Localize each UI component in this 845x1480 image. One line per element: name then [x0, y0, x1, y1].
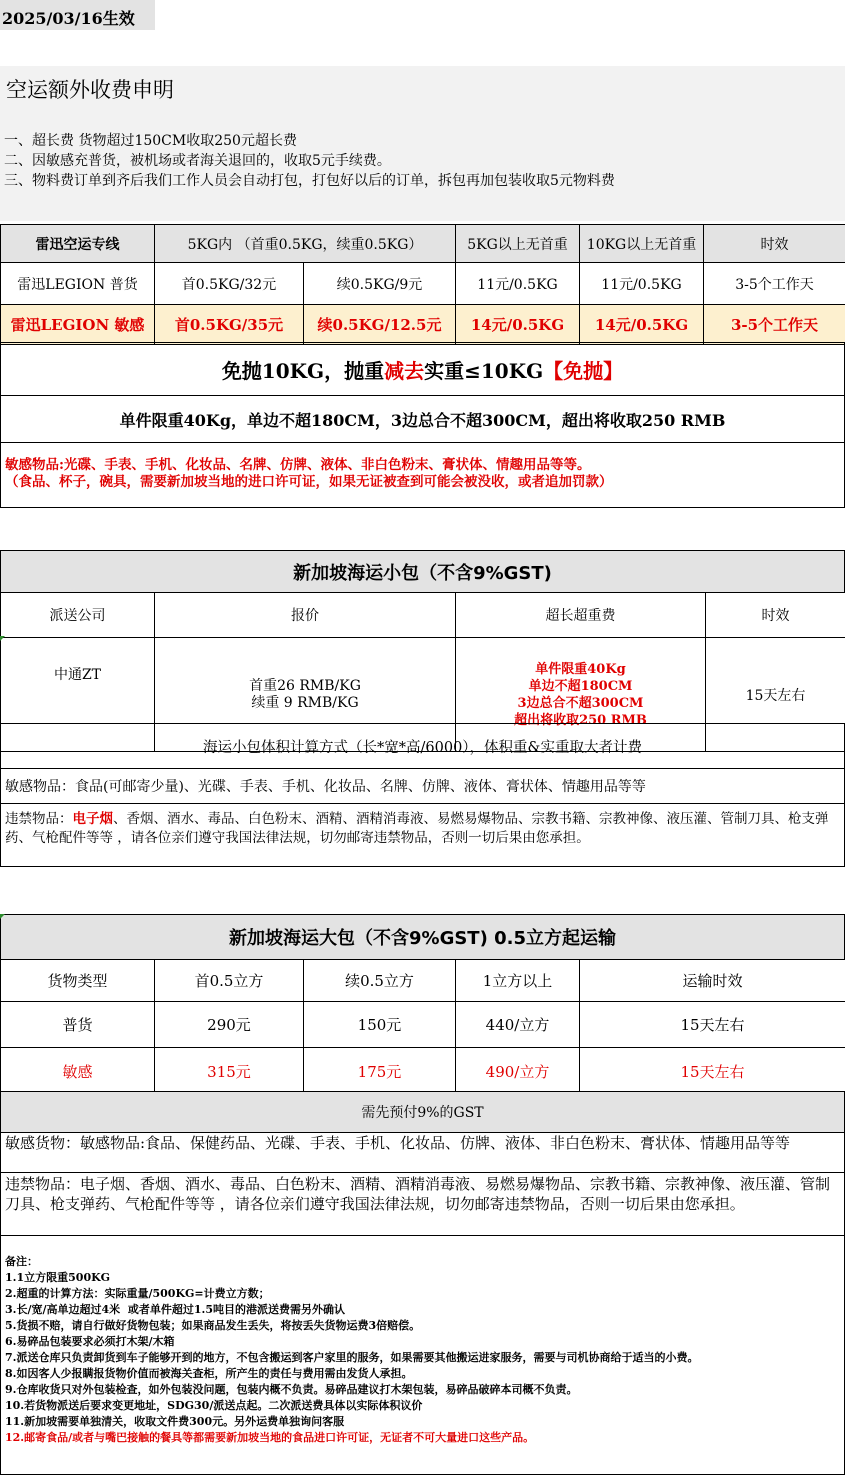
remark-line: 7.派送仓库只负责卸货到车子能够开到的地方，不包含搬运到客户家里的服务，如果需要其他搬运进家服务，需要与司机协商给于适当的小费。 — [5, 1351, 699, 1364]
sea-big-col-header: 首0.5立方 — [155, 960, 304, 1002]
volume-formula: 海运小包体积计算方式（长*宽*高/6000），体积重&实重取大者计费 — [0, 723, 845, 769]
sea-small-sensitive: 敏感物品：食品(可邮寄少量)、光碟、手表、手机、化妆品、名牌、仿牌、液体、膏状体、情趣用品等等 — [0, 768, 845, 804]
time-cell: 15天左右 — [706, 638, 845, 752]
oversize-line: 单边不超180CM — [528, 678, 633, 694]
company-cell: 中通ZT — [1, 638, 155, 752]
remark-line: 8.如因客人少报瞒报货物价值而被海关查柜，所产生的责任与费用需由发货人承担。 — [5, 1367, 413, 1380]
air-fee-line: 一、超长费 货物超过150CM收取250元超长费 — [4, 133, 297, 149]
sea-small-col-header: 超长超重费 — [456, 593, 706, 638]
table-row — [1, 593, 845, 638]
sea-big-col-header: 续0.5立方 — [304, 960, 456, 1002]
sea-big-cell: 175元 — [304, 1048, 456, 1095]
prohibited-text: 、香烟、酒水、毒品、白色粉末、酒精、酒精消毒液、易燃易爆物品、宗教书籍、宗教神像、液压灌、管制刀具、枪支弹药、气枪配件等等 ，请各位亲们遵守我国法律法规，切勿邮寄违禁物品，否则一切后果由您承担。 — [5, 811, 829, 846]
prohibited-highlight: 电子烟 — [72, 811, 113, 827]
sensitive-line: 敏感物品:光碟、手表、手机、化妆品、名牌、仿牌、液体、非白色粉末、膏状体、情趣用品等等。 — [5, 457, 591, 473]
sea-big-cell: 15天左右 — [580, 1002, 845, 1048]
remarks-panel — [0, 1235, 845, 1475]
remark-line: 10.若货物派送后要求变更地址，SDG30/派送点起。二次派送费具体以实际体积议价 — [5, 1399, 423, 1412]
volume-free-text: 减去 — [384, 358, 425, 383]
gst-note: 需先预付9%的GST — [0, 1091, 845, 1133]
sea-big-cell: 315元 — [155, 1048, 304, 1095]
remark-line: 11.新加坡需要单独清关，收取文件费300元。另外运费单独询问客服 — [5, 1415, 345, 1428]
sea-big-col-header: 运输时效 — [580, 960, 845, 1002]
price-line: 续重 9 RMB/KG — [251, 694, 359, 711]
effective-date: 2025/03/16生效 — [0, 0, 155, 30]
sea-big-cell: 15天左右 — [580, 1048, 845, 1095]
weight-limit-rule: 单件限重40Kg，单边不超180CM，3边总合不超300CM，超出将收取250 RMB — [0, 395, 845, 443]
volume-free-text: 免抛10KG，抛重 — [221, 358, 385, 383]
remark-line: 5.货损不赔，请自行做好货物包装；如果商品发生丢失，将按丢失货物运费3倍赔偿。 — [5, 1319, 421, 1332]
air-fee-line: 三、物料费订单到齐后我们工作人员会自动打包，打包好以后的订单，拆包再加包装收取5元物料费 — [4, 173, 615, 189]
table-row — [1, 1048, 845, 1095]
sea-big-col-header: 1立方以上 — [456, 960, 580, 1002]
air-sensitive-note — [0, 442, 845, 508]
table-row — [1, 1002, 845, 1048]
air-cell: 14元/0.5KG — [456, 305, 580, 345]
remark-line: 6.易碎品包装要求必须打木架/木箱 — [5, 1335, 175, 1348]
comment-marker-icon — [0, 636, 5, 641]
sea-big-table — [0, 959, 845, 1095]
sensitive-line: （食品、杯子，碗具，需要新加坡当地的进口许可证，如果无证被查到可能会被没收，或者追加罚款） — [5, 474, 613, 490]
air-cell: 续0.5KG/12.5元 — [304, 305, 456, 345]
table-row — [1, 305, 845, 345]
oversize-line: 单件限重40Kg — [535, 661, 626, 677]
volume-free-text: 【免抛】 — [543, 358, 624, 383]
sea-big-cell: 敏感 — [1, 1048, 155, 1095]
sea-small-col-header: 派送公司 — [1, 593, 155, 638]
sea-big-title: 新加坡海运大包（不含9%GST) 0.5立方起运输 — [0, 914, 845, 960]
prohibited-prefix: 违禁物品： — [5, 811, 73, 827]
air-fee-line: 二、因敏感充普货，被机场或者海关退回的，收取5元手续费。 — [4, 153, 391, 169]
sea-big-cell: 440/立方 — [456, 1002, 580, 1048]
oversize-line: 3边总合不超300CM — [517, 695, 644, 711]
oversize-line: 超出将收取250 RMB — [514, 712, 647, 728]
comment-marker-icon — [0, 914, 5, 919]
air-col-header: 5KG以上无首重 — [456, 225, 580, 263]
sea-big-cell: 490/立方 — [456, 1048, 580, 1095]
air-cell: 11元/0.5KG — [580, 263, 704, 305]
volume-free-text: 实重≤10KG — [424, 358, 544, 383]
air-cell: 11元/0.5KG — [456, 263, 580, 305]
remark-line-highlight: 12.邮寄食品/或者与嘴巴接触的餐具等都需要新加坡当地的食品进口许可证，无证者不可大量进口这些产品。 — [5, 1431, 535, 1444]
air-fee-lines — [4, 131, 615, 191]
sea-big-col-header: 货物类型 — [1, 960, 155, 1002]
air-cell: 首0.5KG/35元 — [155, 305, 304, 345]
air-cell: 续0.5KG/9元 — [304, 263, 456, 305]
air-title: 空运额外收费申明 — [6, 78, 174, 102]
air-cell: 3-5个工作天 — [704, 305, 845, 345]
air-cell: 14元/0.5KG — [580, 305, 704, 345]
sea-big-cell: 普货 — [1, 1002, 155, 1048]
air-cell: 雷迅LEGION 敏感 — [1, 305, 155, 345]
table-row — [1, 225, 845, 263]
air-col-header: 雷迅空运专线 — [1, 225, 155, 263]
air-cell: 雷迅LEGION 普货 — [1, 263, 155, 305]
sea-small-title: 新加坡海运小包（不含9%GST) — [0, 550, 845, 593]
sea-big-prohibited: 违禁物品：电子烟、香烟、酒水、毒品、白色粉末、酒精、酒精消毒液、易燃易爆物品、宗教书籍、宗教神像、液压灌、管制刀具、枪支弹药、气枪配件等等 ，请各位亲们遵守我国法律法规，切勿邮寄违禁物品，否则一切后果由您承担。 — [0, 1172, 845, 1236]
remarks-title: 备注： — [5, 1255, 38, 1268]
remark-line: 9.仓库收货只对外包装检查，如外包装没问题，包装内概不负责。易碎品建议打木架包装，易碎品破碎本司概不负责。 — [5, 1383, 578, 1396]
air-col-header: 5KG内 （首重0.5KG，续重0.5KG） — [155, 225, 456, 263]
table-row — [1, 263, 845, 305]
volume-free-rule — [0, 342, 845, 396]
remark-line: 3.长/宽/高单边超过4米 或者单件超过1.5吨目的港派送费需另外确认 — [5, 1303, 345, 1316]
air-col-header: 时效 — [704, 225, 845, 263]
air-price-table — [0, 224, 845, 345]
remark-line: 2.超重的计算方法：实际重量/500KG=计费立方数； — [5, 1287, 270, 1300]
sea-small-col-header: 报价 — [155, 593, 456, 638]
remark-line: 1.1立方限重500KG — [5, 1271, 111, 1284]
sea-big-sensitive: 敏感货物：敏感物品:食品、保健药品、光碟、手表、手机、化妆品、仿牌、液体、非白色粉末、膏状体、情趣用品等等 — [0, 1132, 845, 1173]
air-cell: 首0.5KG/32元 — [155, 263, 304, 305]
sea-small-prohibited — [0, 803, 845, 867]
sea-big-cell: 150元 — [304, 1002, 456, 1048]
air-col-header: 10KG以上无首重 — [580, 225, 704, 263]
table-row — [1, 960, 845, 1002]
air-cell: 3-5个工作天 — [704, 263, 845, 305]
price-line: 首重26 RMB/KG — [249, 677, 361, 694]
sea-small-col-header: 时效 — [706, 593, 845, 638]
sea-big-cell: 290元 — [155, 1002, 304, 1048]
